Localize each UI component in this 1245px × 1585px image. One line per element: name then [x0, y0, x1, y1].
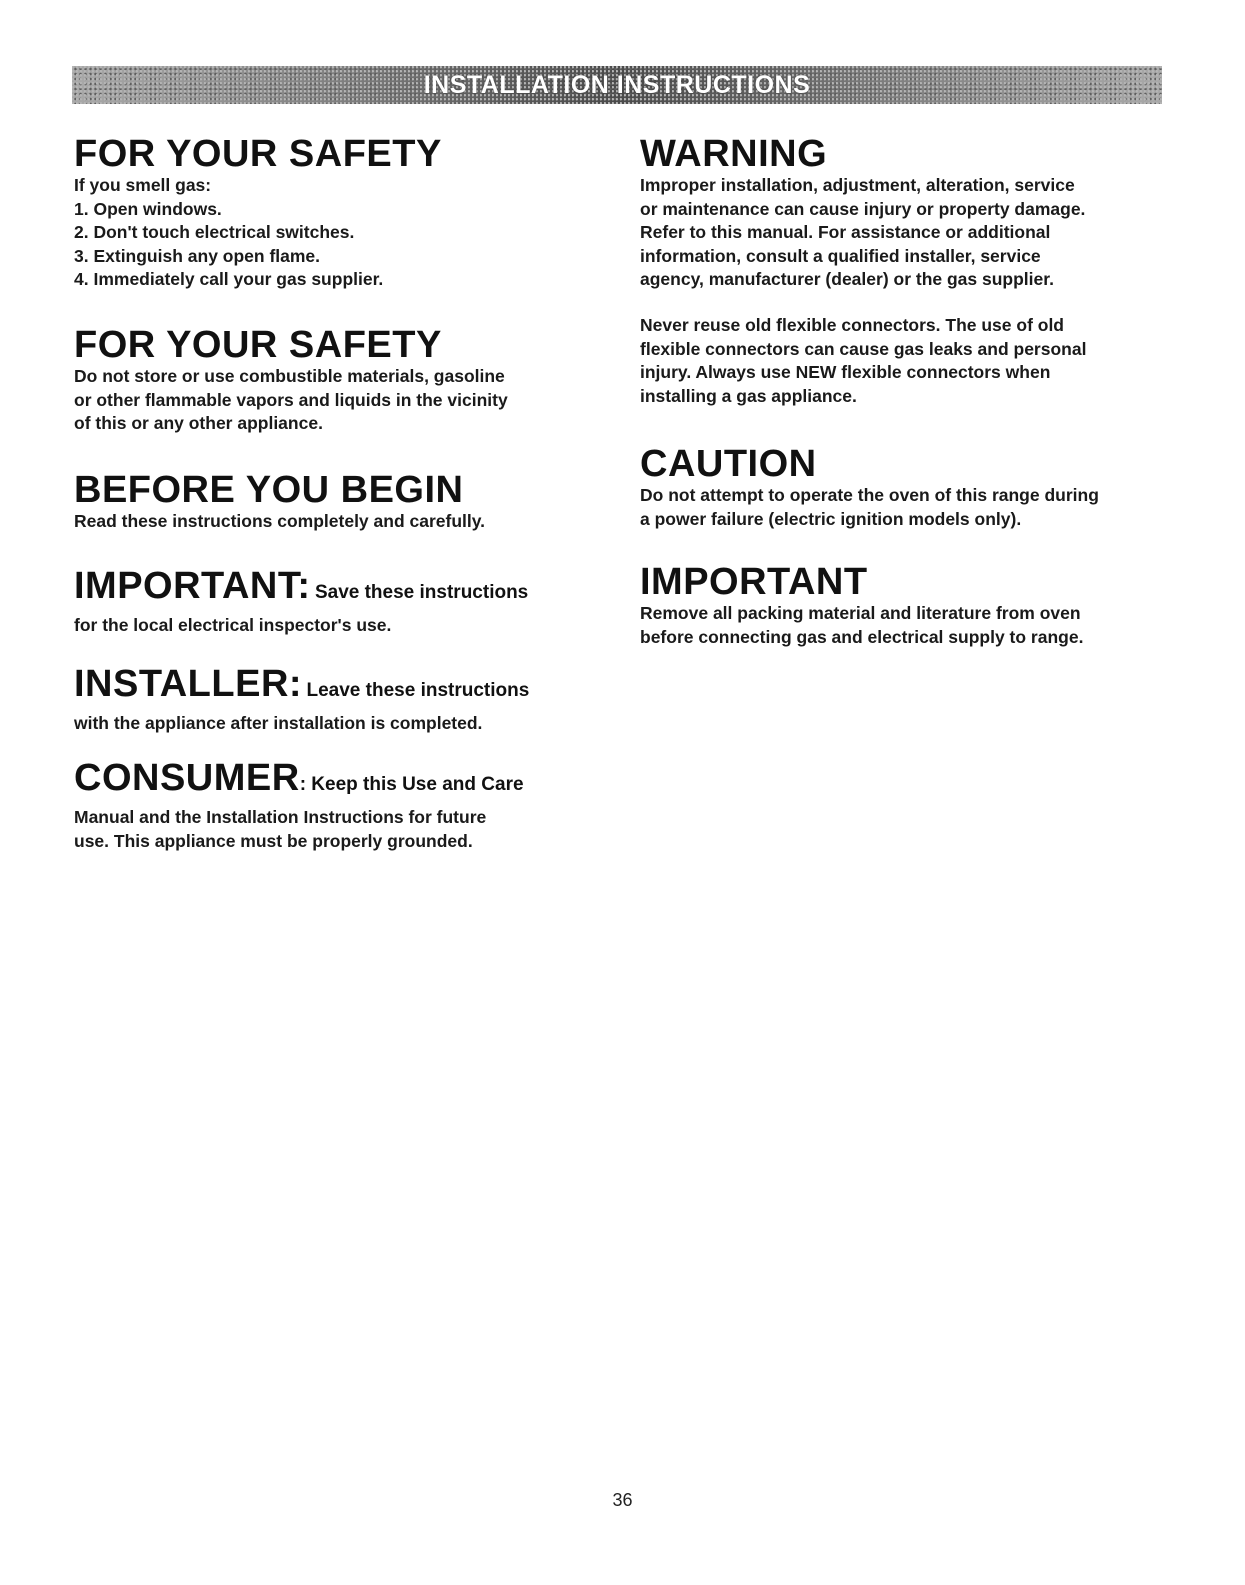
- safety-storage-heading: FOR YOUR SAFETY: [74, 324, 442, 366]
- consumer-line: use. This appliance must be properly grounded.: [74, 830, 473, 851]
- installer-text: with the appliance after installation is completed.: [74, 713, 483, 733]
- caution-line: a power failure (electric ignition models only).: [640, 508, 1022, 529]
- before-heading: BEFORE YOU BEGIN: [74, 469, 464, 511]
- important-packing-line: before connecting gas and electrical supply to range.: [640, 626, 1084, 647]
- important-inspector-section: [74, 566, 594, 638]
- warning-line: Improper installation, adjustment, alteration, service: [640, 175, 1075, 195]
- warning-heading: WARNING: [640, 133, 828, 175]
- before-you-begin-section: [74, 470, 594, 534]
- safety-gas-heading: FOR YOUR SAFETY: [74, 133, 442, 175]
- connector-line: installing a gas appliance.: [640, 385, 857, 406]
- consumer-section: [74, 758, 594, 853]
- important-packing-section: [640, 562, 1160, 649]
- safety-storage-line: of this or any other appliance.: [74, 413, 323, 433]
- consumer-heading-line: [74, 758, 594, 806]
- safety-storage-line: Do not store or use combustible materials, gasoline: [74, 366, 505, 386]
- safety-gas-steps: [74, 198, 594, 292]
- consumer-inline: : Keep this Use and Care: [299, 774, 524, 795]
- before-text: Read these instructions completely and carefully.: [74, 511, 486, 531]
- important-heading: IMPORTANT:: [74, 565, 311, 607]
- important-heading-line: [74, 566, 594, 614]
- safety-gas-intro: If you smell gas:: [74, 175, 212, 195]
- caution-line: Do not attempt to operate the oven of this range during: [640, 485, 1099, 505]
- connector-line: flexible connectors can cause gas leaks and personal: [640, 338, 1087, 359]
- installer-inline: Leave these instructions: [306, 680, 530, 701]
- list-item: 4. Immediately call your gas supplier.: [74, 269, 384, 289]
- caution-section: [640, 444, 1160, 531]
- important-packing-heading: IMPORTANT: [640, 561, 868, 603]
- page-number: 36: [612, 1490, 633, 1510]
- warning-line: or maintenance can cause injury or property damage.: [640, 198, 1086, 219]
- section-banner: [72, 66, 1162, 104]
- banner-title: INSTALLATION INSTRUCTIONS: [423, 70, 811, 99]
- caution-heading: CAUTION: [640, 443, 817, 485]
- installer-heading-line: [74, 664, 594, 712]
- warning-line: Refer to this manual. For assistance or additional: [640, 222, 1051, 242]
- connector-line: injury. Always use NEW flexible connectors when: [640, 362, 1051, 382]
- installer-heading: INSTALLER:: [74, 663, 303, 705]
- warning-line: information, consult a qualified installer, service: [640, 245, 1041, 266]
- important-inline: Save these instructions: [314, 582, 529, 603]
- list-item: 2. Don't touch electrical switches.: [74, 222, 355, 242]
- consumer-heading: CONSUMER: [74, 757, 300, 799]
- installer-section: [74, 664, 594, 736]
- warning-line: agency, manufacturer (dealer) or the gas supplier.: [640, 269, 1054, 289]
- consumer-line: Manual and the Installation Instructions for future: [74, 807, 487, 827]
- important-text: for the local electrical inspector's use.: [74, 615, 392, 635]
- connector-warning-section: [640, 314, 1160, 408]
- safety-gas-section: [74, 134, 594, 292]
- important-packing-line: Remove all packing material and literature from oven: [640, 603, 1081, 623]
- safety-storage-line: or other flammable vapors and liquids in the vicinity: [74, 389, 508, 410]
- warning-section: [640, 134, 1160, 292]
- safety-storage-section: [74, 325, 594, 436]
- list-item: 1. Open windows.: [74, 198, 222, 219]
- list-item: 3. Extinguish any open flame.: [74, 245, 321, 266]
- connector-line: Never reuse old flexible connectors. The use of old: [640, 315, 1064, 335]
